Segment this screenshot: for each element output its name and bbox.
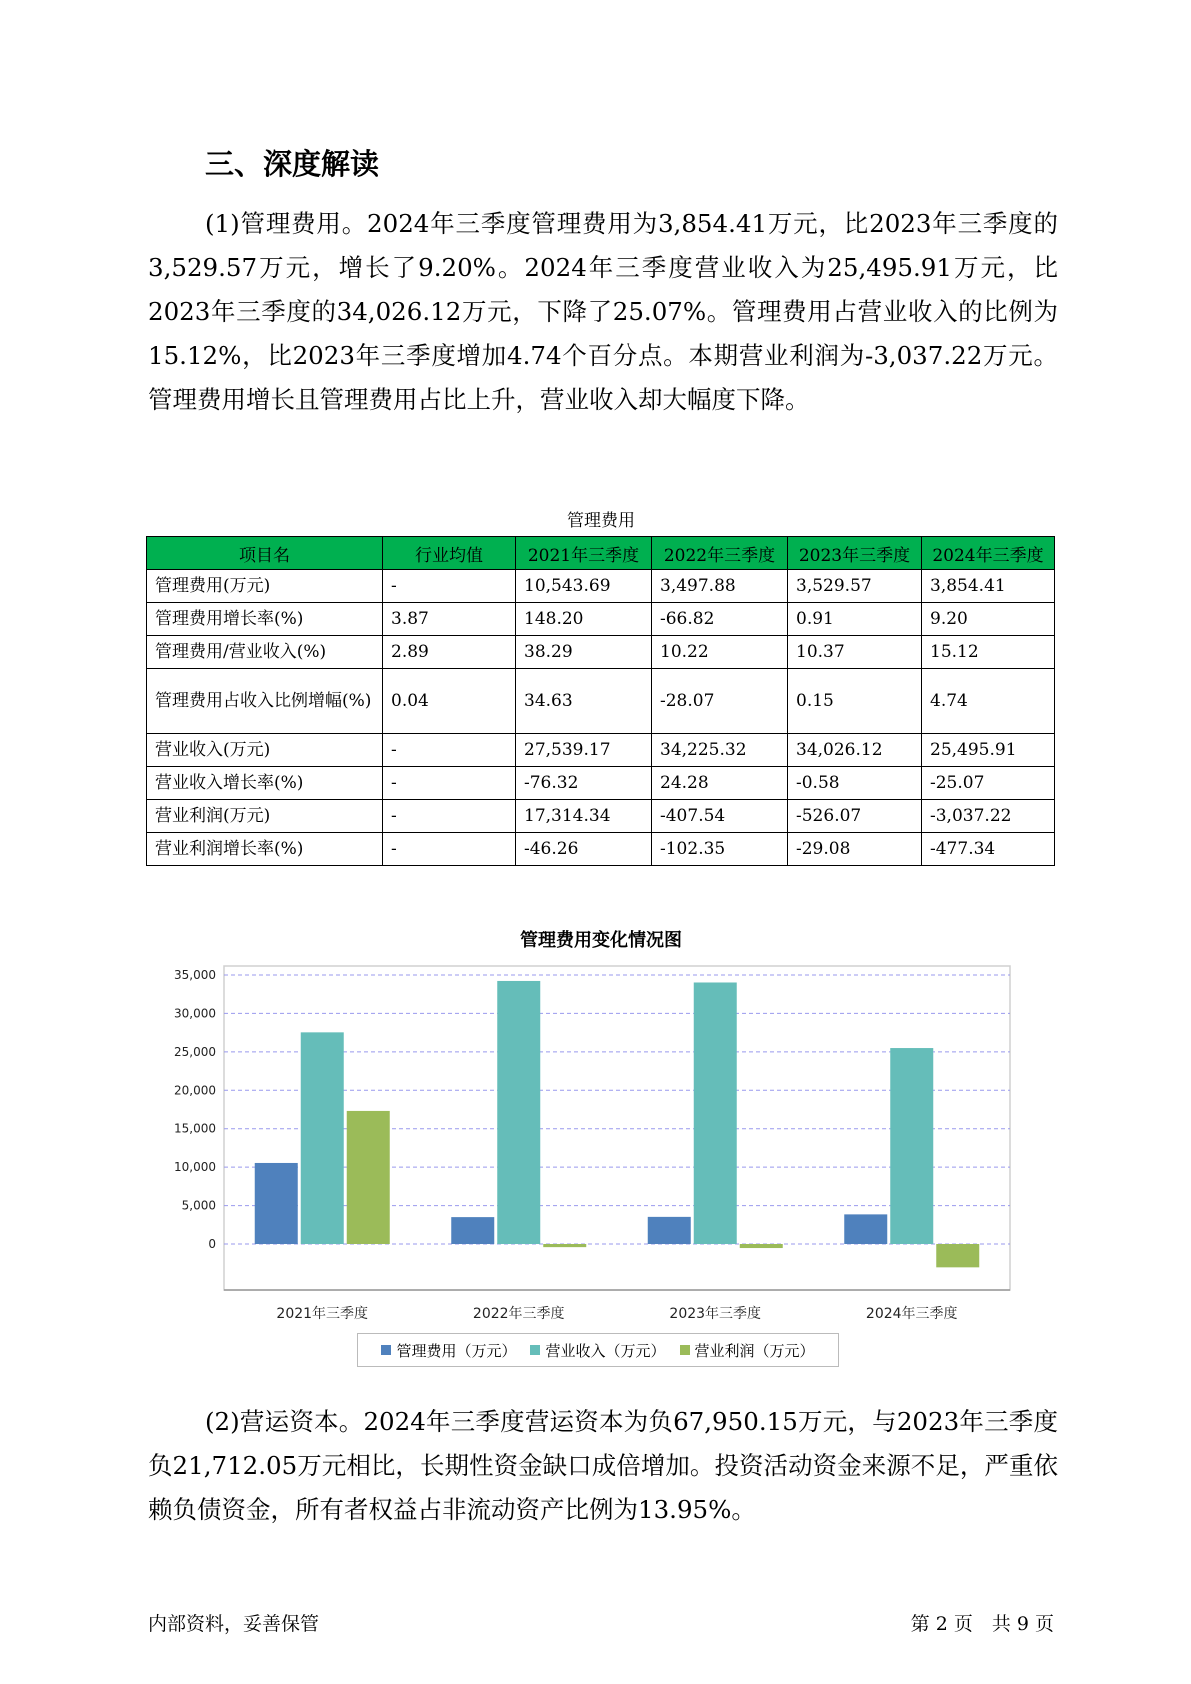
bar bbox=[347, 1111, 390, 1244]
table-cell: 10.37 bbox=[788, 636, 922, 669]
table-cell: 38.29 bbox=[516, 636, 652, 669]
table-cell: 9.20 bbox=[922, 603, 1055, 636]
chart-title: 管理费用变化情况图 bbox=[520, 930, 682, 951]
table-cell: -477.34 bbox=[922, 833, 1055, 866]
table-header-cell: 2021年三季度 bbox=[516, 537, 652, 570]
table-header-cell: 项目名 bbox=[147, 537, 383, 570]
table-cell: 34,026.12 bbox=[788, 734, 922, 767]
table-cell: -46.26 bbox=[516, 833, 652, 866]
table-cell: 27,539.17 bbox=[516, 734, 652, 767]
table-cell: - bbox=[383, 800, 516, 833]
table-cell: 管理费用增长率(%) bbox=[147, 603, 383, 636]
y-tick-label: 20,000 bbox=[174, 1083, 216, 1098]
y-tick-label: 5,000 bbox=[181, 1198, 216, 1213]
x-tick-label: 2021年三季度 bbox=[276, 1306, 369, 1322]
paragraph-management-expense: (1)管理费用。2024年三季度管理费用为3,854.41万元，比2023年三季度的3,529.57万元，增长了9.20%。2024年三季度营业收入为25,495.91万元，比2023年三季度的34,026.12万元，下降了25.07%。管理费用占营业收入的比例为15.12%，比2023年三季度增加4.74个百分点。本期营业利润为-3,037.22万元。管理费用增长且管理费用占比上升，营业收入却大幅度下降。 bbox=[148, 209, 1058, 414]
table-cell: 0.15 bbox=[788, 669, 922, 734]
legend-label: 营业收入（万元） bbox=[545, 1341, 666, 1360]
table-cell: - bbox=[383, 767, 516, 800]
bar bbox=[890, 1048, 933, 1244]
table-cell: -0.58 bbox=[788, 767, 922, 800]
y-tick-label: 30,000 bbox=[174, 1006, 216, 1021]
table-cell: 4.74 bbox=[922, 669, 1055, 734]
table-cell: -29.08 bbox=[788, 833, 922, 866]
y-tick-label: 35,000 bbox=[174, 968, 216, 982]
bar bbox=[648, 1217, 691, 1244]
table-cell: 148.20 bbox=[516, 603, 652, 636]
legend-item bbox=[381, 1340, 516, 1361]
table-cell: 3,854.41 bbox=[922, 570, 1055, 603]
chart-legend bbox=[357, 1333, 839, 1367]
table-cell: 10.22 bbox=[652, 636, 788, 669]
table-cell: 34.63 bbox=[516, 669, 652, 734]
table-cell: 营业利润增长率(%) bbox=[147, 833, 383, 866]
table-cell: 24.28 bbox=[652, 767, 788, 800]
table-cell: 10,543.69 bbox=[516, 570, 652, 603]
table-cell: -28.07 bbox=[652, 669, 788, 734]
table-header-cell: 行业均值 bbox=[383, 537, 516, 570]
table-cell: 0.91 bbox=[788, 603, 922, 636]
table-cell: -25.07 bbox=[922, 767, 1055, 800]
table-cell: 15.12 bbox=[922, 636, 1055, 669]
table-cell: 营业利润(万元) bbox=[147, 800, 383, 833]
table-cell: 3.87 bbox=[383, 603, 516, 636]
legend-swatch bbox=[381, 1345, 391, 1355]
table-header-cell: 2024年三季度 bbox=[922, 537, 1055, 570]
table-cell: - bbox=[383, 570, 516, 603]
section-heading: 三、深度解读 bbox=[205, 147, 380, 181]
table-cell: -526.07 bbox=[788, 800, 922, 833]
table-cell: - bbox=[383, 734, 516, 767]
table-cell: 0.04 bbox=[383, 669, 516, 734]
legend-swatch bbox=[530, 1345, 540, 1355]
table-cell: - bbox=[383, 833, 516, 866]
paragraph-working-capital: (2)营运资本。2024年三季度营运资本为负67,950.15万元，与2023年三季度负21,712.05万元相比，长期性资金缺口成倍增加。投资活动资金来源不足，严重依赖负债资金，所有者权益占非流动资产比例为13.95%。 bbox=[148, 1407, 1058, 1524]
bar bbox=[694, 982, 737, 1244]
bar bbox=[844, 1214, 887, 1244]
table-cell: 25,495.91 bbox=[922, 734, 1055, 767]
table-cell: 17,314.34 bbox=[516, 800, 652, 833]
y-tick-label: 0 bbox=[208, 1237, 216, 1251]
legend-label: 管理费用（万元） bbox=[396, 1341, 517, 1360]
table-cell: 管理费用占收入比例增幅(%) bbox=[147, 669, 383, 734]
footer-page-number: 第 2 页 共 9 页 bbox=[910, 1613, 1054, 1635]
bar bbox=[451, 1217, 494, 1244]
table-cell: 2.89 bbox=[383, 636, 516, 669]
table-cell: -407.54 bbox=[652, 800, 788, 833]
table-cell: 3,529.57 bbox=[788, 570, 922, 603]
legend-item bbox=[530, 1340, 665, 1361]
y-tick-label: 10,000 bbox=[174, 1160, 216, 1175]
table-cell: 34,225.32 bbox=[652, 734, 788, 767]
bar bbox=[936, 1244, 979, 1267]
table-caption: 管理费用 bbox=[567, 511, 635, 531]
bar bbox=[497, 981, 540, 1244]
bar bbox=[255, 1163, 298, 1244]
table-cell: -66.82 bbox=[652, 603, 788, 636]
legend-item bbox=[680, 1340, 815, 1361]
legend-label: 营业利润（万元） bbox=[694, 1341, 815, 1360]
table-cell: -76.32 bbox=[516, 767, 652, 800]
y-tick-label: 15,000 bbox=[174, 1121, 216, 1136]
table-cell: 3,497.88 bbox=[652, 570, 788, 603]
bar bbox=[301, 1032, 344, 1244]
y-tick-label: 25,000 bbox=[174, 1044, 216, 1059]
table-cell: 营业收入增长率(%) bbox=[147, 767, 383, 800]
footer-confidential: 内部资料，妥善保管 bbox=[148, 1613, 320, 1635]
x-tick-label: 2024年三季度 bbox=[865, 1306, 958, 1322]
table-cell: 营业收入(万元) bbox=[147, 734, 383, 767]
x-tick-label: 2022年三季度 bbox=[472, 1306, 565, 1322]
x-tick-label: 2023年三季度 bbox=[669, 1306, 762, 1322]
bar bbox=[740, 1244, 783, 1248]
table-cell: 管理费用/营业收入(%) bbox=[147, 636, 383, 669]
table-header-cell: 2023年三季度 bbox=[788, 537, 922, 570]
table-cell: -3,037.22 bbox=[922, 800, 1055, 833]
bar bbox=[543, 1244, 586, 1247]
legend-swatch bbox=[680, 1345, 690, 1355]
table-cell: -102.35 bbox=[652, 833, 788, 866]
table-header-cell: 2022年三季度 bbox=[652, 537, 788, 570]
table-cell: 管理费用(万元) bbox=[147, 570, 383, 603]
